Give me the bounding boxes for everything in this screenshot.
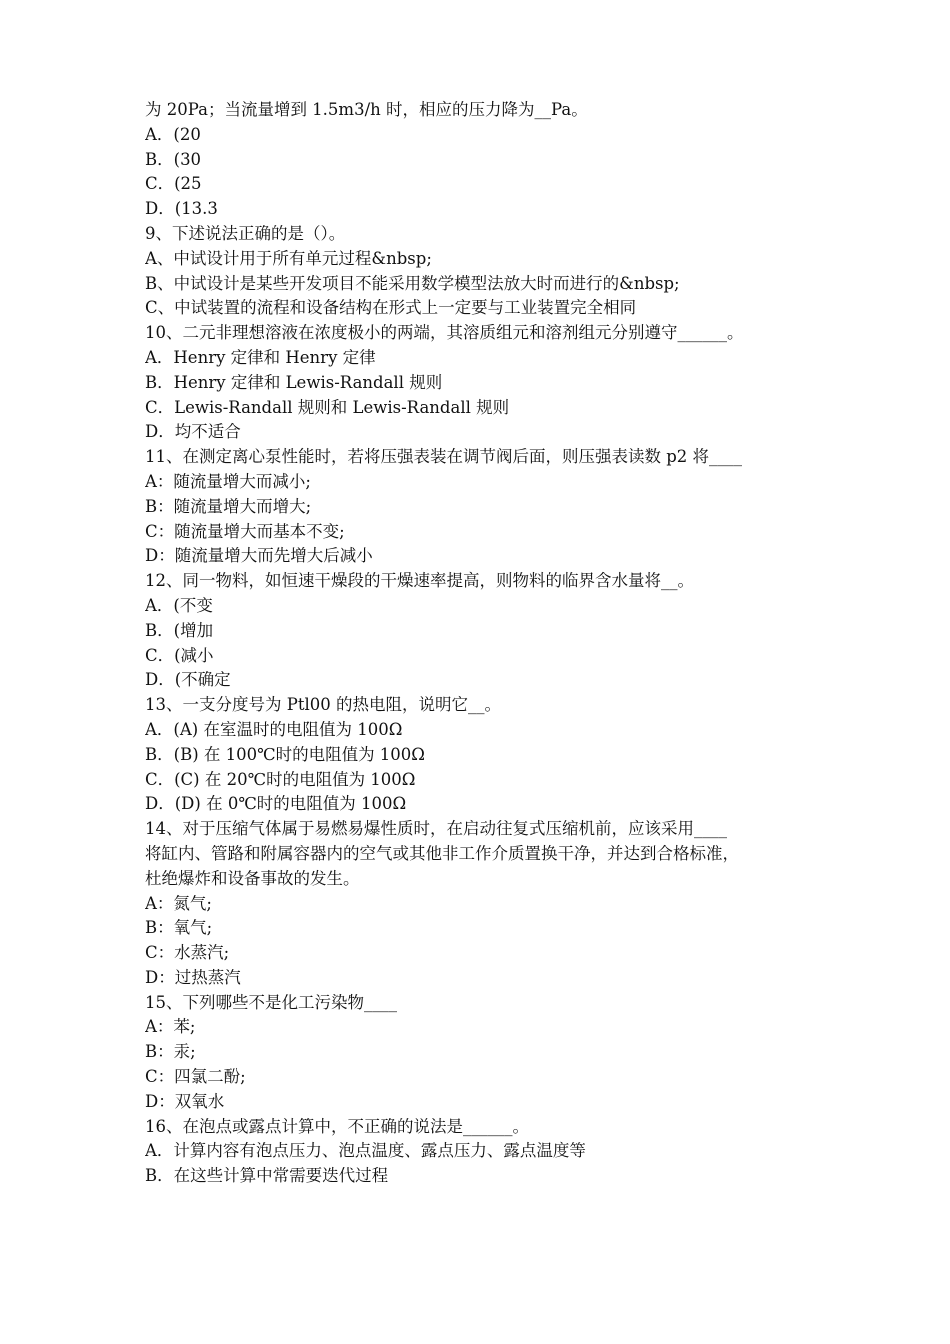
option-line: B．(增加 xyxy=(145,620,214,640)
question-line: 13、一支分度号为 Ptl00 的热电阻，说明它__。 xyxy=(145,695,501,715)
option-line: D：双氧水 xyxy=(145,1091,225,1111)
option-line: D．(13.3 xyxy=(145,199,218,219)
question-line: 将缸内、管路和附属容器内的空气或其他非工作介质置换干净，并达到合格标准， xyxy=(145,843,739,863)
option-line: A．(20 xyxy=(145,124,201,144)
option-line: B：汞; xyxy=(145,1042,196,1062)
question-line: 12、同一物料，如恒速干燥段的干燥速率提高，则物料的临界含水量将__。 xyxy=(145,571,694,591)
question-line: 杜绝爆炸和设备事故的发生。 xyxy=(145,868,360,888)
question-stem-continuation: 为 20Pa；当流量增到 1.5m3/h 时，相应的压力降为__Pa。 xyxy=(145,100,588,119)
option-line: A、中试设计用于所有单元过程&nbsp; xyxy=(145,248,432,268)
option-line: C：四氯二酚; xyxy=(145,1067,246,1087)
option-line: D．(D) 在 0℃时的电阻值为 100Ω xyxy=(145,794,407,814)
option-line: D：随流量增大而先增大后减小 xyxy=(145,546,373,566)
question-line: 10、二元非理想溶液在浓度极小的两端，其溶质组元和溶剂组元分别遵守______。 xyxy=(145,323,744,343)
option-line: A．(不变 xyxy=(145,595,213,615)
question-line: 9、下述说法正确的是（）。 xyxy=(145,223,346,243)
option-line: B：氧气; xyxy=(145,918,213,938)
option-line: C：随流量增大而基本不变; xyxy=(145,521,345,541)
option-line: C．(减小 xyxy=(145,645,214,665)
option-line: D：过热蒸汽 xyxy=(145,967,241,987)
option-line: B．Henry 定律和 Lewis-Randall 规则 xyxy=(145,372,443,392)
option-line: D．(不确定 xyxy=(145,670,231,690)
option-line: B．在这些计算中常需要迭代过程 xyxy=(145,1166,389,1186)
option-line: A．Henry 定律和 Henry 定律 xyxy=(145,347,376,367)
option-line: A．计算内容有泡点压力、泡点温度、露点压力、露点温度等 xyxy=(145,1141,586,1161)
document-page xyxy=(145,98,825,1189)
option-line: B：随流量增大而增大; xyxy=(145,496,312,516)
question-line: 15、下列哪些不是化工污染物____ xyxy=(145,992,397,1012)
option-line: D．均不适合 xyxy=(145,422,241,442)
option-line: C．(C) 在 20℃时的电阻值为 100Ω xyxy=(145,769,416,789)
option-line: C：水蒸汽; xyxy=(145,943,230,963)
option-line: A：随流量增大而减小; xyxy=(145,471,311,491)
question-line: 14、对于压缩气体属于易燃易爆性质时，在启动往复式压缩机前，应该采用____ xyxy=(145,819,727,839)
option-line: C、中试装置的流程和设备结构在形式上一定要与工业装置完全相同 xyxy=(145,298,637,318)
option-line: B．(B) 在 100℃时的电阻值为 100Ω xyxy=(145,744,425,764)
option-line: B、中试设计是某些开发项目不能采用数学模型法放大时而进行的&nbsp; xyxy=(145,273,680,293)
option-line: A：苯; xyxy=(145,1017,196,1037)
option-line: B．(30 xyxy=(145,149,202,169)
option-line: A．(A) 在室温时的电阻值为 100Ω xyxy=(145,719,403,739)
option-line: A：氮气; xyxy=(145,893,212,913)
question-line: 16、在泡点或露点计算中，不正确的说法是______。 xyxy=(145,1116,529,1136)
question-line: 11、在测定离心泵性能时，若将压强表装在调节阀后面，则压强表读数 p2 将____ xyxy=(145,447,743,467)
option-line: C．Lewis-Randall 规则和 Lewis-Randall 规则 xyxy=(145,397,510,417)
option-line: C．(25 xyxy=(145,174,202,194)
